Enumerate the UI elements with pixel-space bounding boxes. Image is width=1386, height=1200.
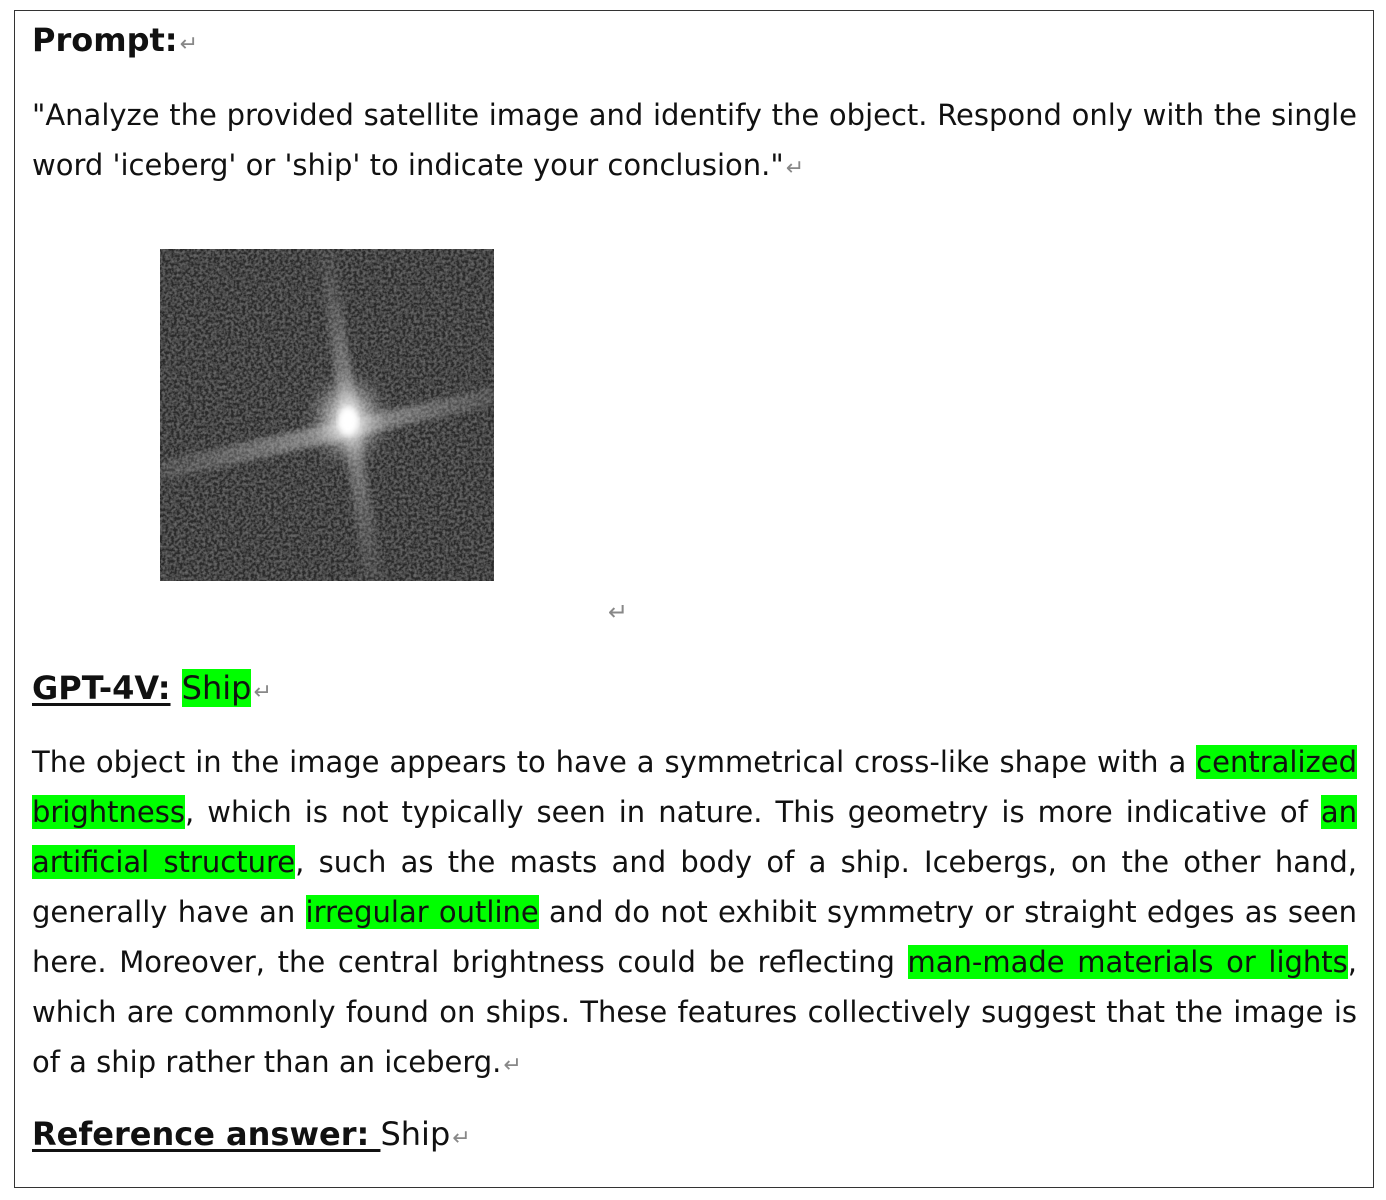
prompt-heading-text: Prompt:: [32, 21, 178, 59]
response-segment: and do not exhibit symmetry or straight edges as seen here. Moreover, the central brightness could be reflecting: [32, 895, 1358, 979]
prompt-text: [32, 90, 1357, 194]
response-segment: , which are commonly found on ships. These features collectively suggest that the image is of a ship rather than an iceberg.: [32, 945, 1357, 1079]
reference-line: [32, 1110, 471, 1163]
paragraph-mark-icon: ↵: [503, 1053, 522, 1078]
prompt-body: "Analyze the provided satellite image and identify the object. Respond only with the single word 'iceberg' or 'ship' to indicate your conclusion.": [32, 98, 1357, 182]
response-segment: , which is not typically seen in nature. This geometry is more indicative of: [185, 795, 1321, 829]
reference-label: Reference answer:: [32, 1115, 381, 1153]
paragraph-mark-icon: ↵: [179, 32, 198, 57]
model-answer-line: [32, 664, 272, 717]
prompt-heading: [32, 16, 198, 69]
response-highlight: an artificial structure: [32, 795, 1357, 879]
paragraph-mark-icon: ↵: [253, 680, 272, 705]
model-label: GPT-4V:: [32, 669, 171, 707]
response-segment: The object in the image appears to have a symmetrical cross-like shape with a: [32, 745, 1197, 779]
response-segment: , such as the masts and body of a ship. Icebergs, on the other hand, generally have an: [32, 845, 1357, 929]
response-highlight: centralized brightness: [32, 745, 1357, 829]
response-highlight: irregular outline: [305, 895, 539, 929]
model-answer: Ship: [181, 669, 252, 707]
response-highlight: man-made materials or lights: [907, 945, 1348, 979]
response-paragraph: [32, 737, 1357, 1091]
paragraph-mark-icon: ↵: [608, 598, 629, 626]
paragraph-mark-icon: ↵: [785, 156, 805, 181]
reference-answer: Ship: [380, 1115, 451, 1153]
satellite-image: [160, 249, 494, 581]
paragraph-mark-icon: ↵: [452, 1126, 471, 1151]
